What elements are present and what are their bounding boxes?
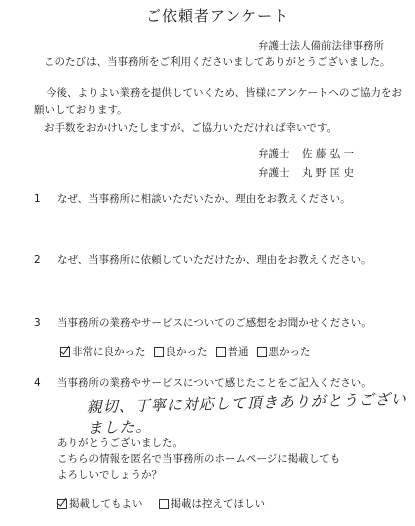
q3-option-label: 普通 (227, 346, 249, 358)
closing-line-2: こちらの情報を匿名で当事務所のホームページに掲載しても (57, 453, 341, 465)
checkbox-checked-icon[interactable] (60, 347, 70, 357)
checkbox-icon[interactable] (257, 347, 267, 357)
signatory-1-name: 佐 藤 弘 一 (302, 148, 355, 160)
q3-options (60, 345, 311, 359)
page-title: ご依頼者アンケート (146, 7, 290, 25)
intro-line-1: このたびは、当事務所をご利用くださいましてありがとうございました。 (44, 56, 391, 68)
signatory-2-name: 丸 野 匡 史 (302, 167, 355, 179)
checkbox-icon[interactable] (216, 347, 226, 357)
question-4-number: 4 (34, 377, 41, 389)
publish-option-label: 掲載は控えてほしい (170, 498, 265, 510)
publish-option-decline[interactable] (159, 497, 266, 511)
closing-line-1: ありがとうございました。 (57, 437, 183, 449)
signatory-1-role: 弁護士 (258, 148, 290, 160)
intro-line-2: 今後、よりよい業務を提供していくため、皆様にアンケートへのご協力をお (46, 87, 402, 99)
publish-option-label: 掲載してもよい (69, 498, 143, 510)
publish-option-allow[interactable] (57, 497, 143, 511)
publish-options (57, 497, 265, 511)
q3-option-very-good[interactable] (60, 345, 146, 359)
question-2-number: 2 (34, 254, 41, 266)
checkbox-icon[interactable] (159, 499, 169, 509)
question-3-text: 当事務所の業務やサービスについてのご感想をお聞かせください。 (57, 317, 372, 329)
signatory-2-role: 弁護士 (258, 167, 290, 179)
q3-option-label: 悪かった (268, 346, 311, 358)
firm-name: 弁護士法人備前法律事務所 (258, 40, 384, 52)
checkbox-icon[interactable] (154, 347, 164, 357)
q3-option-good[interactable] (154, 345, 208, 359)
intro-line-4: お手数をおかけいたしますが、ご協力いただければ幸いです。 (44, 122, 338, 134)
closing-line-3: よろしいでしょうか？ (57, 469, 162, 481)
handwritten-answer: 親切、丁寧に対応して頂きありがとうございました。 (86, 389, 407, 438)
q3-option-label: 良かった (165, 346, 208, 358)
q3-option-label: 非常に良かった (72, 346, 146, 358)
question-2-text: なぜ、当事務所に依頼していただけたか、理由をお教えください。 (57, 254, 372, 266)
question-1-text: なぜ、当事務所に相談いただいたか、理由をお教えください。 (57, 193, 351, 205)
q3-option-normal[interactable] (216, 345, 249, 359)
question-4-text: 当事務所の業務やサービスについて感じたことをご記入ください。 (57, 377, 372, 389)
question-1-number: 1 (34, 193, 41, 205)
intro-line-3: 願いしております。 (34, 104, 128, 116)
question-3-number: 3 (34, 317, 41, 329)
q3-option-bad[interactable] (257, 345, 311, 359)
checkbox-checked-icon[interactable] (57, 499, 67, 509)
